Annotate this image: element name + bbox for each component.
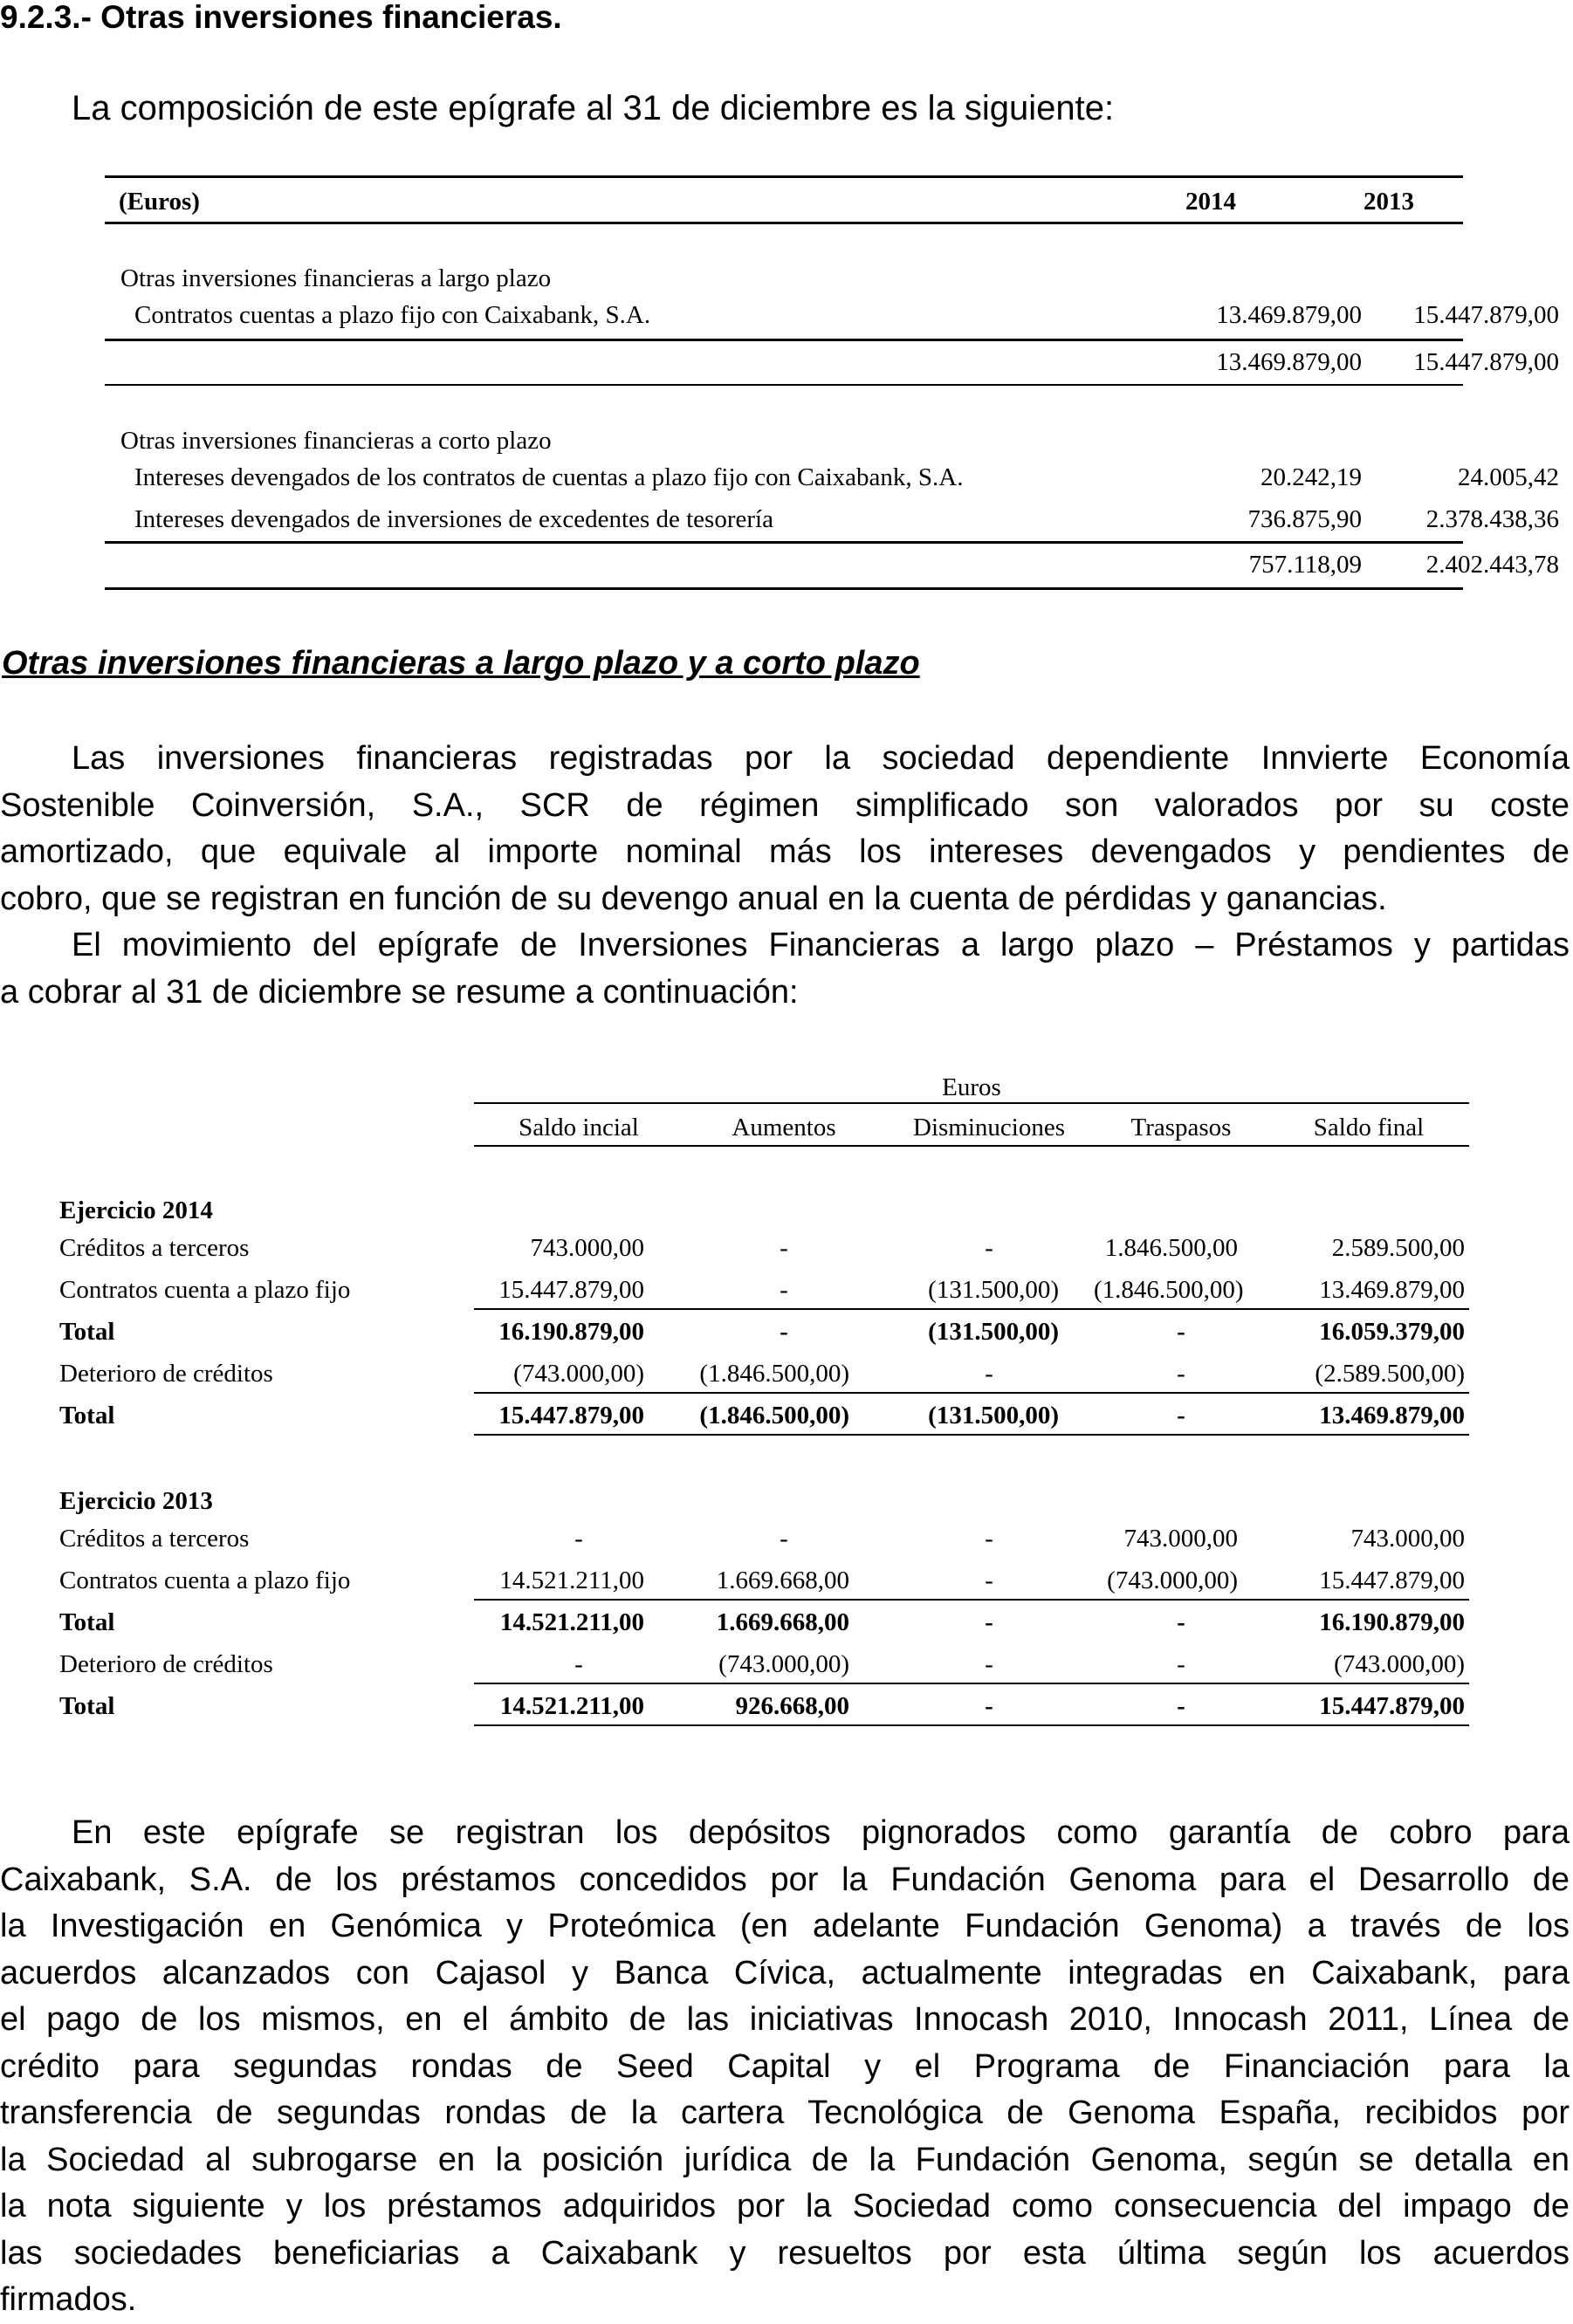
paragraph-3	[0, 1810, 1570, 2324]
table-cell: (1.846.500,00)	[1094, 1276, 1244, 1304]
subtitle: Otras inversiones financieras a largo plazo y a corto plazo	[2, 645, 920, 682]
table-cell: -	[985, 1692, 993, 1720]
table-cell: -	[780, 1525, 788, 1553]
paragraph-line: la nota siguiente y los préstamos adquiridos por la Sociedad como consecuencia del impago de	[0, 2188, 1570, 2225]
table-cell: -	[1177, 1360, 1185, 1388]
table-cell: (2.589.500,00)	[1315, 1360, 1465, 1388]
table-row-label: Total	[59, 1318, 115, 1346]
short-term-total-2014: 757.118,09	[1248, 551, 1362, 579]
table-cell: -	[780, 1234, 788, 1262]
paragraph-line: a cobrar al 31 de diciembre se resume a continuación:	[0, 973, 799, 1011]
currency-header: Euros	[942, 1073, 1001, 1101]
table-cell: 14.521.211,00	[499, 1608, 644, 1636]
table-cell-2013: 2.378.438,36	[1425, 505, 1559, 533]
table-cell: 15.447.879,00	[498, 1276, 644, 1304]
table-cell: (131.500,00)	[928, 1276, 1059, 1304]
table-cell: 13.469.879,00	[1319, 1276, 1465, 1304]
table-cell: 16.190.879,00	[1319, 1608, 1465, 1636]
paragraph-line: Caixabank, S.A. de los préstamos concedidos por la Fundación Genoma para el Desarrollo de	[0, 1861, 1570, 1898]
table-cell: 926.668,00	[735, 1692, 849, 1720]
section-heading: 9.2.3.- Otras inversiones financieras.	[0, 0, 562, 35]
paragraph-line: cobro, que se registran en función de su devengo anual en la cuenta de pérdidas y ganancias.	[0, 880, 1387, 917]
table-cell: (743.000,00)	[718, 1650, 849, 1678]
paragraph-1	[0, 736, 1570, 922]
table-cell: 13.469.879,00	[1319, 1402, 1465, 1429]
table-rule	[474, 1392, 1469, 1394]
table-row-label: Total	[59, 1692, 115, 1720]
col-header: Traspasos	[1130, 1114, 1232, 1141]
col-header: Aumentos	[732, 1114, 836, 1141]
table-rule	[105, 541, 1463, 544]
table-cell: -	[985, 1566, 993, 1594]
table-cell: -	[574, 1525, 583, 1553]
table-cell: (131.500,00)	[928, 1318, 1059, 1346]
table-cell: 15.447.879,00	[498, 1402, 644, 1429]
paragraph-line: la Investigación en Genómica y Proteómica (en adelante Fundación Genoma) a través de los	[0, 1908, 1570, 1944]
intro-text: La composición de este epígrafe al 31 de diciembre es la siguiente:	[72, 89, 1115, 127]
table-cell-2014: 13.469.879,00	[1216, 301, 1362, 329]
paragraph-line: Sostenible Coinversión, S.A., SCR de régimen simplificado son valorados por su coste	[0, 786, 1570, 824]
paragraph-line: la Sociedad al subrogarse en la posición jurídica de la Fundación Genoma, según se detalla en	[0, 2141, 1570, 2178]
table-row-label: Créditos a terceros	[59, 1525, 250, 1553]
table-cell-2014: 20.242,19	[1260, 463, 1362, 491]
year-title: Ejercicio 2014	[59, 1196, 213, 1224]
long-term-total-2013: 15.447.879,00	[1413, 348, 1559, 376]
paragraph-line: Las inversiones financieras registradas por la sociedad dependiente Innvierte Economía	[72, 740, 1570, 777]
table-cell: (131.500,00)	[928, 1402, 1059, 1429]
table-row-label: Contratos cuenta a plazo fijo	[59, 1566, 351, 1594]
table-cell: -	[1177, 1692, 1185, 1720]
table-row-label: Total	[59, 1402, 115, 1429]
table-rule	[105, 175, 1463, 178]
table-rule	[105, 222, 1463, 224]
table-cell-2013: 15.447.879,00	[1413, 301, 1559, 329]
table-rule	[105, 587, 1463, 590]
paragraph-line: acuerdos alcanzados con Cajasol y Banca Cívica, actualmente integradas en Caixabank, para	[0, 1954, 1570, 1992]
table-cell: -	[985, 1650, 993, 1678]
paragraph-line: El movimiento del epígrafe de Inversiones Financieras a largo plazo – Préstamos y partidas	[72, 927, 1570, 963]
table-row-label: Intereses devengados de los contratos de cuentas a plazo fijo con Caixabank, S.A.	[134, 463, 964, 491]
table-cell: -	[780, 1318, 788, 1346]
table-row-label: Total	[59, 1608, 115, 1636]
table-cell-2014: 736.875,90	[1247, 505, 1362, 533]
short-term-title: Otras inversiones financieras a corto plazo	[120, 427, 552, 455]
table-cell: -	[985, 1525, 993, 1553]
year-title: Ejercicio 2013	[59, 1487, 213, 1515]
col-header: Disminuciones	[913, 1114, 1065, 1141]
table-row-label: Intereses devengados de inversiones de excedentes de tesorería	[134, 505, 773, 533]
table-cell: (743.000,00)	[1334, 1650, 1465, 1678]
table-cell: -	[1177, 1402, 1185, 1429]
table-cell: (743.000,00)	[1107, 1566, 1238, 1594]
table-cell: -	[1177, 1608, 1185, 1636]
table-row-label: Contratos cuenta a plazo fijo	[59, 1276, 351, 1304]
table-cell: -	[780, 1276, 788, 1304]
long-term-title: Otras inversiones financieras a largo plazo	[120, 264, 552, 292]
table-cell: -	[574, 1650, 583, 1678]
paragraph-line: amortizado, que equivale al importe nominal más los intereses devengados y pendientes de	[0, 833, 1570, 870]
table-cell: 1.669.668,00	[716, 1608, 849, 1636]
table-cell: 14.521.211,00	[499, 1692, 644, 1720]
paragraph-line: transferencia de segundas rondas de la cartera Tecnológica de Genoma España, recibidos por	[0, 2094, 1570, 2131]
col-2014-header: 2014	[1185, 188, 1236, 216]
unit-header: (Euros)	[119, 188, 200, 216]
table-cell: 15.447.879,00	[1319, 1692, 1465, 1720]
table-rule	[474, 1683, 1469, 1684]
table-cell: -	[985, 1360, 993, 1388]
table-rule	[105, 384, 1463, 386]
table-rule	[474, 1434, 1469, 1436]
table-rule	[105, 339, 1463, 341]
table-cell: -	[1177, 1650, 1185, 1678]
table-row-label: Contratos cuentas a plazo fijo con Caixabank, S.A.	[134, 301, 651, 329]
col-header: Saldo final	[1313, 1114, 1425, 1141]
table-cell: (743.000,00)	[513, 1360, 644, 1388]
table-cell-2013: 24.005,42	[1458, 463, 1559, 491]
table-cell: 743.000,00	[1123, 1525, 1238, 1553]
long-term-total-2014: 13.469.879,00	[1216, 348, 1362, 376]
table-cell: 15.447.879,00	[1319, 1566, 1465, 1594]
table-cell: -	[1177, 1318, 1185, 1346]
table-row-label: Deterioro de créditos	[59, 1650, 273, 1678]
table-rule	[474, 1102, 1469, 1104]
paragraph-2	[0, 922, 1570, 1016]
table-row-label: Deterioro de créditos	[59, 1360, 273, 1388]
table-row-label: Créditos a terceros	[59, 1234, 250, 1262]
paragraph-line: las sociedades beneficiarias a Caixabank y resueltos por esta última según los acuerdos	[0, 2234, 1570, 2272]
table-cell: 16.059.379,00	[1319, 1318, 1465, 1346]
table-cell: -	[985, 1608, 993, 1636]
paragraph-line: En este epígrafe se registran los depósitos pignorados como garantía de cobro para	[72, 1814, 1570, 1851]
table-cell: (1.846.500,00)	[699, 1360, 849, 1388]
table-rule	[474, 1145, 1469, 1147]
table-rule	[474, 1308, 1469, 1310]
table-cell: 2.589.500,00	[1331, 1234, 1465, 1262]
paragraph-line: firmados.	[0, 2281, 137, 2318]
table-cell: (1.846.500,00)	[699, 1402, 849, 1429]
table-rule	[474, 1724, 1469, 1726]
paragraph-line: el pago de los mismos, en el ámbito de las iniciativas Innocash 2010, Innocash 2011, Línea de	[0, 2001, 1570, 2038]
paragraph-line: crédito para segundas rondas de Seed Capital y el Programa de Financiación para la	[0, 2047, 1570, 2085]
table-cell: 1.846.500,00	[1104, 1234, 1238, 1262]
table-cell: 743.000,00	[1350, 1525, 1465, 1553]
table-cell: -	[985, 1234, 993, 1262]
col-header: Saldo incial	[519, 1114, 639, 1141]
table-cell: 16.190.879,00	[498, 1318, 644, 1346]
table-cell: 743.000,00	[530, 1234, 644, 1262]
table-rule	[474, 1599, 1469, 1601]
col-2013-header: 2013	[1363, 188, 1414, 216]
short-term-total-2013: 2.402.443,78	[1425, 551, 1559, 579]
table-cell: 14.521.211,00	[499, 1566, 644, 1594]
table-cell: 1.669.668,00	[716, 1566, 849, 1594]
